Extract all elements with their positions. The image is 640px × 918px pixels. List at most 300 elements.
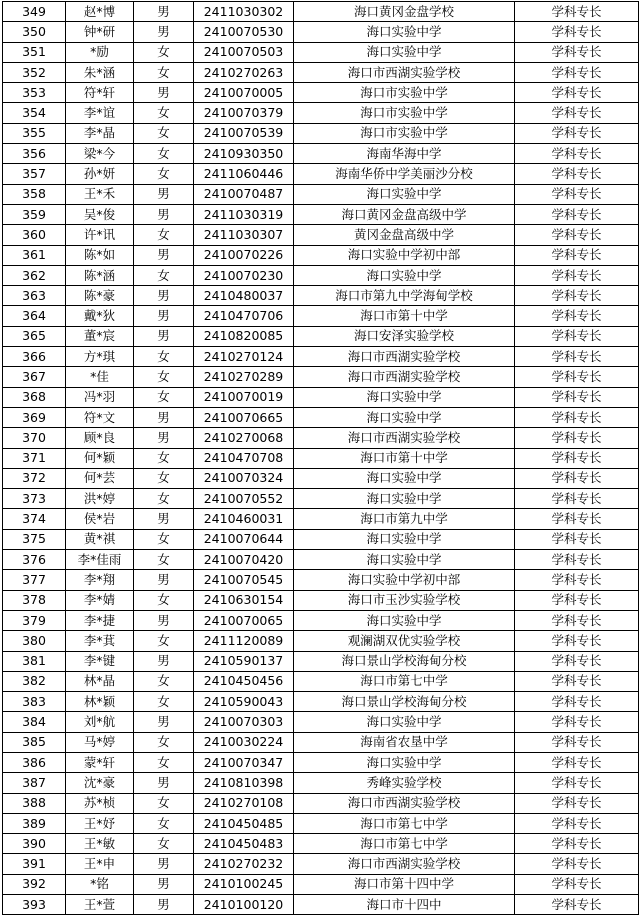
school-name-cell: 海口市西湖实验学校: [294, 854, 515, 874]
school-name-cell: 海口黄冈金盘学校: [294, 2, 515, 22]
row-number-cell: 364: [3, 306, 66, 326]
school-name-cell: 海口市第七中学: [294, 813, 515, 833]
table-row: [3, 529, 639, 549]
student-name-cell: 孙*妍: [66, 164, 134, 184]
student-id-cell: 2410070379: [194, 103, 294, 123]
gender-cell: 男: [134, 245, 194, 265]
student-name-cell: 陈*豪: [66, 286, 134, 306]
category-cell: 学科专长: [515, 570, 639, 590]
gender-cell: 男: [134, 428, 194, 448]
student-id-cell: 2410270232: [194, 854, 294, 874]
table-row: [3, 286, 639, 306]
row-number-cell: 368: [3, 387, 66, 407]
row-number-cell: 387: [3, 773, 66, 793]
category-cell: 学科专长: [515, 367, 639, 387]
student-name-cell: 何*颖: [66, 448, 134, 468]
row-number-cell: 386: [3, 752, 66, 772]
row-number-cell: 349: [3, 2, 66, 22]
gender-cell: 男: [134, 712, 194, 732]
category-cell: 学科专长: [515, 22, 639, 42]
student-name-cell: 李*翔: [66, 570, 134, 590]
row-number-cell: 362: [3, 265, 66, 285]
school-name-cell: 海口市十四中: [294, 895, 515, 915]
row-number-cell: 390: [3, 834, 66, 854]
student-id-cell: 2410930350: [194, 144, 294, 164]
row-number-cell: 369: [3, 407, 66, 427]
school-name-cell: 海口实验中学: [294, 529, 515, 549]
student-id-cell: 2410070487: [194, 184, 294, 204]
gender-cell: 女: [134, 813, 194, 833]
table-row: [3, 42, 639, 62]
school-name-cell: 海口市西湖实验学校: [294, 367, 515, 387]
gender-cell: 女: [134, 367, 194, 387]
school-name-cell: 海口实验中学: [294, 184, 515, 204]
gender-cell: 女: [134, 529, 194, 549]
gender-cell: 男: [134, 407, 194, 427]
student-name-cell: 李*捷: [66, 610, 134, 630]
table-row: [3, 245, 639, 265]
student-name-cell: 王*禾: [66, 184, 134, 204]
student-id-cell: 2410270124: [194, 347, 294, 367]
row-number-cell: 393: [3, 895, 66, 915]
gender-cell: 女: [134, 164, 194, 184]
school-name-cell: 海口市玉沙实验学校: [294, 590, 515, 610]
student-id-cell: 2411120089: [194, 631, 294, 651]
student-id-cell: 2410070347: [194, 752, 294, 772]
student-name-cell: 林*晶: [66, 671, 134, 691]
row-number-cell: 366: [3, 347, 66, 367]
student-id-cell: 2410070226: [194, 245, 294, 265]
school-name-cell: 海口市西湖实验学校: [294, 347, 515, 367]
gender-cell: 男: [134, 854, 194, 874]
gender-cell: 女: [134, 225, 194, 245]
student-id-cell: 2410070005: [194, 83, 294, 103]
gender-cell: 男: [134, 22, 194, 42]
gender-cell: 女: [134, 692, 194, 712]
student-name-cell: 符*文: [66, 407, 134, 427]
student-name-cell: 李*萁: [66, 631, 134, 651]
row-number-cell: 365: [3, 326, 66, 346]
row-number-cell: 380: [3, 631, 66, 651]
category-cell: 学科专长: [515, 225, 639, 245]
gender-cell: 女: [134, 265, 194, 285]
row-number-cell: 381: [3, 651, 66, 671]
student-id-cell: 2410070552: [194, 489, 294, 509]
student-id-cell: 2410070644: [194, 529, 294, 549]
student-id-cell: 2411030302: [194, 2, 294, 22]
row-number-cell: 359: [3, 204, 66, 224]
table-row: [3, 631, 639, 651]
gender-cell: 女: [134, 42, 194, 62]
student-name-cell: 黄*祺: [66, 529, 134, 549]
school-name-cell: 海口实验中学: [294, 387, 515, 407]
student-id-cell: 2410270068: [194, 428, 294, 448]
gender-cell: 男: [134, 570, 194, 590]
student-name-cell: 洪*婷: [66, 489, 134, 509]
school-name-cell: 海口实验中学: [294, 22, 515, 42]
table-row: [3, 83, 639, 103]
student-id-cell: 2410070420: [194, 550, 294, 570]
gender-cell: 男: [134, 204, 194, 224]
student-name-cell: 冯*羽: [66, 387, 134, 407]
category-cell: 学科专长: [515, 489, 639, 509]
table-row: [3, 2, 639, 22]
gender-cell: 女: [134, 752, 194, 772]
row-number-cell: 363: [3, 286, 66, 306]
table-row: [3, 225, 639, 245]
school-name-cell: 秀峰实验学校: [294, 773, 515, 793]
student-name-cell: 王*申: [66, 854, 134, 874]
category-cell: 学科专长: [515, 326, 639, 346]
category-cell: 学科专长: [515, 265, 639, 285]
row-number-cell: 391: [3, 854, 66, 874]
table-row: [3, 347, 639, 367]
school-name-cell: 海口景山学校海甸分校: [294, 692, 515, 712]
row-number-cell: 352: [3, 62, 66, 82]
student-id-cell: 2410070539: [194, 123, 294, 143]
category-cell: 学科专长: [515, 793, 639, 813]
category-cell: 学科专长: [515, 286, 639, 306]
category-cell: 学科专长: [515, 509, 639, 529]
student-id-cell: 2410070230: [194, 265, 294, 285]
row-number-cell: 388: [3, 793, 66, 813]
table-row: [3, 732, 639, 752]
category-cell: 学科专长: [515, 2, 639, 22]
category-cell: 学科专长: [515, 448, 639, 468]
student-name-cell: 钟*研: [66, 22, 134, 42]
student-id-cell: 2410070324: [194, 468, 294, 488]
row-number-cell: 355: [3, 123, 66, 143]
student-name-cell: 方*琪: [66, 347, 134, 367]
table-row: [3, 22, 639, 42]
gender-cell: 女: [134, 468, 194, 488]
table-row: [3, 752, 639, 772]
category-cell: 学科专长: [515, 610, 639, 630]
gender-cell: 男: [134, 895, 194, 915]
category-cell: 学科专长: [515, 590, 639, 610]
school-name-cell: 海口实验中学: [294, 489, 515, 509]
table-row: [3, 489, 639, 509]
table-row: [3, 895, 639, 915]
school-name-cell: 海口实验中学: [294, 610, 515, 630]
student-id-cell: 2410460031: [194, 509, 294, 529]
gender-cell: 男: [134, 184, 194, 204]
student-name-cell: *佳: [66, 367, 134, 387]
category-cell: 学科专长: [515, 62, 639, 82]
gender-cell: 男: [134, 83, 194, 103]
category-cell: 学科专长: [515, 874, 639, 894]
category-cell: 学科专长: [515, 550, 639, 570]
table-row: [3, 164, 639, 184]
school-name-cell: 海口实验中学: [294, 712, 515, 732]
table-row: [3, 204, 639, 224]
student-name-cell: 李*婧: [66, 590, 134, 610]
school-name-cell: 海口实验中学初中部: [294, 245, 515, 265]
student-id-cell: 2410630154: [194, 590, 294, 610]
category-cell: 学科专长: [515, 529, 639, 549]
student-id-cell: 2410590043: [194, 692, 294, 712]
student-id-cell: 2411030307: [194, 225, 294, 245]
student-id-cell: 2410480037: [194, 286, 294, 306]
student-id-cell: 2410470706: [194, 306, 294, 326]
student-id-cell: 2411030319: [194, 204, 294, 224]
category-cell: 学科专长: [515, 42, 639, 62]
category-cell: 学科专长: [515, 387, 639, 407]
school-name-cell: 海口市第九中学: [294, 509, 515, 529]
row-number-cell: 370: [3, 428, 66, 448]
school-name-cell: 海南华侨中学美丽沙分校: [294, 164, 515, 184]
gender-cell: 女: [134, 489, 194, 509]
student-id-cell: 2410450485: [194, 813, 294, 833]
gender-cell: 女: [134, 631, 194, 651]
table-row: [3, 793, 639, 813]
table-row: [3, 407, 639, 427]
table-row: [3, 692, 639, 712]
category-cell: 学科专长: [515, 651, 639, 671]
student-name-cell: 何*芸: [66, 468, 134, 488]
school-name-cell: 海口实验中学: [294, 468, 515, 488]
row-number-cell: 354: [3, 103, 66, 123]
school-name-cell: 海口市第十中学: [294, 448, 515, 468]
category-cell: 学科专长: [515, 164, 639, 184]
student-name-cell: 赵*博: [66, 2, 134, 22]
row-number-cell: 360: [3, 225, 66, 245]
row-number-cell: 367: [3, 367, 66, 387]
row-number-cell: 382: [3, 671, 66, 691]
school-name-cell: 海口实验中学: [294, 752, 515, 772]
gender-cell: 女: [134, 123, 194, 143]
category-cell: 学科专长: [515, 428, 639, 448]
school-name-cell: 海口市第九中学海甸学校: [294, 286, 515, 306]
gender-cell: 男: [134, 306, 194, 326]
category-cell: 学科专长: [515, 732, 639, 752]
student-name-cell: 苏*桢: [66, 793, 134, 813]
row-number-cell: 371: [3, 448, 66, 468]
category-cell: 学科专长: [515, 123, 639, 143]
school-name-cell: 海口实验中学: [294, 550, 515, 570]
category-cell: 学科专长: [515, 204, 639, 224]
row-number-cell: 373: [3, 489, 66, 509]
category-cell: 学科专长: [515, 752, 639, 772]
table-row: [3, 813, 639, 833]
category-cell: 学科专长: [515, 144, 639, 164]
student-id-cell: 2410810398: [194, 773, 294, 793]
school-name-cell: 海口实验中学: [294, 265, 515, 285]
category-cell: 学科专长: [515, 306, 639, 326]
row-number-cell: 374: [3, 509, 66, 529]
category-cell: 学科专长: [515, 407, 639, 427]
category-cell: 学科专长: [515, 773, 639, 793]
table-row: [3, 712, 639, 732]
row-number-cell: 375: [3, 529, 66, 549]
row-number-cell: 376: [3, 550, 66, 570]
school-name-cell: 海口市第十四中学: [294, 874, 515, 894]
gender-cell: 女: [134, 387, 194, 407]
gender-cell: 女: [134, 144, 194, 164]
student-id-cell: 2410100245: [194, 874, 294, 894]
table-row: [3, 428, 639, 448]
table-row: [3, 570, 639, 590]
school-name-cell: 海口市第十中学: [294, 306, 515, 326]
student-id-cell: 2410070503: [194, 42, 294, 62]
gender-cell: 女: [134, 550, 194, 570]
gender-cell: 女: [134, 793, 194, 813]
student-id-cell: 2410030224: [194, 732, 294, 752]
school-name-cell: 海口实验中学初中部: [294, 570, 515, 590]
table-row: [3, 590, 639, 610]
table-row: [3, 448, 639, 468]
gender-cell: 女: [134, 347, 194, 367]
student-name-cell: 侯*岩: [66, 509, 134, 529]
gender-cell: 女: [134, 732, 194, 752]
table-body: [3, 2, 639, 915]
table-row: [3, 62, 639, 82]
category-cell: 学科专长: [515, 347, 639, 367]
table-row: [3, 387, 639, 407]
row-number-cell: 358: [3, 184, 66, 204]
school-name-cell: 黄冈金盘高级中学: [294, 225, 515, 245]
student-name-cell: 朱*涵: [66, 62, 134, 82]
student-id-cell: 2410270263: [194, 62, 294, 82]
student-id-cell: 2410070530: [194, 22, 294, 42]
row-number-cell: 379: [3, 610, 66, 630]
school-name-cell: 海口市实验中学: [294, 123, 515, 143]
table-row: [3, 367, 639, 387]
student-name-cell: *励: [66, 42, 134, 62]
student-id-cell: 2410450483: [194, 834, 294, 854]
student-id-cell: 2410270108: [194, 793, 294, 813]
student-name-cell: 李*晶: [66, 123, 134, 143]
row-number-cell: 372: [3, 468, 66, 488]
table-row: [3, 874, 639, 894]
school-name-cell: 海口市西湖实验学校: [294, 62, 515, 82]
student-id-cell: 2410070665: [194, 407, 294, 427]
student-name-cell: 陈*涵: [66, 265, 134, 285]
gender-cell: 女: [134, 448, 194, 468]
gender-cell: 女: [134, 590, 194, 610]
student-name-cell: 李*佳雨: [66, 550, 134, 570]
table-row: [3, 509, 639, 529]
table-row: [3, 610, 639, 630]
student-name-cell: 蒙*轩: [66, 752, 134, 772]
category-cell: 学科专长: [515, 813, 639, 833]
school-name-cell: 海口黄冈金盘高级中学: [294, 204, 515, 224]
row-number-cell: 357: [3, 164, 66, 184]
table-row: [3, 468, 639, 488]
student-name-cell: 李*谊: [66, 103, 134, 123]
table-row: [3, 103, 639, 123]
school-name-cell: 海口安泽实验学校: [294, 326, 515, 346]
student-id-cell: 2410070545: [194, 570, 294, 590]
gender-cell: 女: [134, 671, 194, 691]
table-row: [3, 326, 639, 346]
school-name-cell: 海口景山学校海甸分校: [294, 651, 515, 671]
school-name-cell: 海口实验中学: [294, 42, 515, 62]
table-row: [3, 550, 639, 570]
category-cell: 学科专长: [515, 83, 639, 103]
school-name-cell: 海南省农垦中学: [294, 732, 515, 752]
row-number-cell: 356: [3, 144, 66, 164]
school-name-cell: 海口市第七中学: [294, 834, 515, 854]
row-number-cell: 385: [3, 732, 66, 752]
row-number-cell: 389: [3, 813, 66, 833]
table-row: [3, 306, 639, 326]
gender-cell: 男: [134, 874, 194, 894]
row-number-cell: 350: [3, 22, 66, 42]
student-name-cell: 董*宸: [66, 326, 134, 346]
student-name-cell: 王*萱: [66, 895, 134, 915]
student-name-cell: 吴*俊: [66, 204, 134, 224]
gender-cell: 女: [134, 62, 194, 82]
row-number-cell: 351: [3, 42, 66, 62]
row-number-cell: 383: [3, 692, 66, 712]
school-name-cell: 海口实验中学: [294, 407, 515, 427]
school-name-cell: 海口市实验中学: [294, 103, 515, 123]
table-row: [3, 265, 639, 285]
category-cell: 学科专长: [515, 184, 639, 204]
school-name-cell: 海口市第七中学: [294, 671, 515, 691]
student-name-cell: 王*妤: [66, 813, 134, 833]
student-id-cell: 2410270289: [194, 367, 294, 387]
student-name-cell: 顾*良: [66, 428, 134, 448]
category-cell: 学科专长: [515, 712, 639, 732]
school-name-cell: 观澜湖双优实验学校: [294, 631, 515, 651]
gender-cell: 女: [134, 834, 194, 854]
student-id-cell: 2410070019: [194, 387, 294, 407]
student-id-cell: 2410100120: [194, 895, 294, 915]
student-id-cell: 2410470708: [194, 448, 294, 468]
student-id-cell: 2410820085: [194, 326, 294, 346]
gender-cell: 男: [134, 286, 194, 306]
student-name-cell: 戴*狄: [66, 306, 134, 326]
table-row: [3, 651, 639, 671]
student-name-cell: 李*键: [66, 651, 134, 671]
row-number-cell: 353: [3, 83, 66, 103]
student-id-cell: 2410070303: [194, 712, 294, 732]
student-id-cell: 2410590137: [194, 651, 294, 671]
table-row: [3, 123, 639, 143]
table-row: [3, 854, 639, 874]
gender-cell: 男: [134, 651, 194, 671]
student-id-cell: 2411060446: [194, 164, 294, 184]
table-row: [3, 671, 639, 691]
category-cell: 学科专长: [515, 245, 639, 265]
gender-cell: 男: [134, 326, 194, 346]
gender-cell: 女: [134, 103, 194, 123]
category-cell: 学科专长: [515, 895, 639, 915]
table-row: [3, 144, 639, 164]
category-cell: 学科专长: [515, 834, 639, 854]
table-row: [3, 184, 639, 204]
row-number-cell: 384: [3, 712, 66, 732]
school-name-cell: 海口市西湖实验学校: [294, 428, 515, 448]
category-cell: 学科专长: [515, 854, 639, 874]
student-name-cell: 陈*如: [66, 245, 134, 265]
gender-cell: 男: [134, 610, 194, 630]
table-row: [3, 773, 639, 793]
row-number-cell: 392: [3, 874, 66, 894]
gender-cell: 男: [134, 2, 194, 22]
row-number-cell: 377: [3, 570, 66, 590]
student-name-cell: *铭: [66, 874, 134, 894]
category-cell: 学科专长: [515, 692, 639, 712]
student-id-cell: 2410450456: [194, 671, 294, 691]
student-name-cell: 刘*航: [66, 712, 134, 732]
category-cell: 学科专长: [515, 468, 639, 488]
student-name-cell: 许*讯: [66, 225, 134, 245]
gender-cell: 男: [134, 773, 194, 793]
category-cell: 学科专长: [515, 103, 639, 123]
